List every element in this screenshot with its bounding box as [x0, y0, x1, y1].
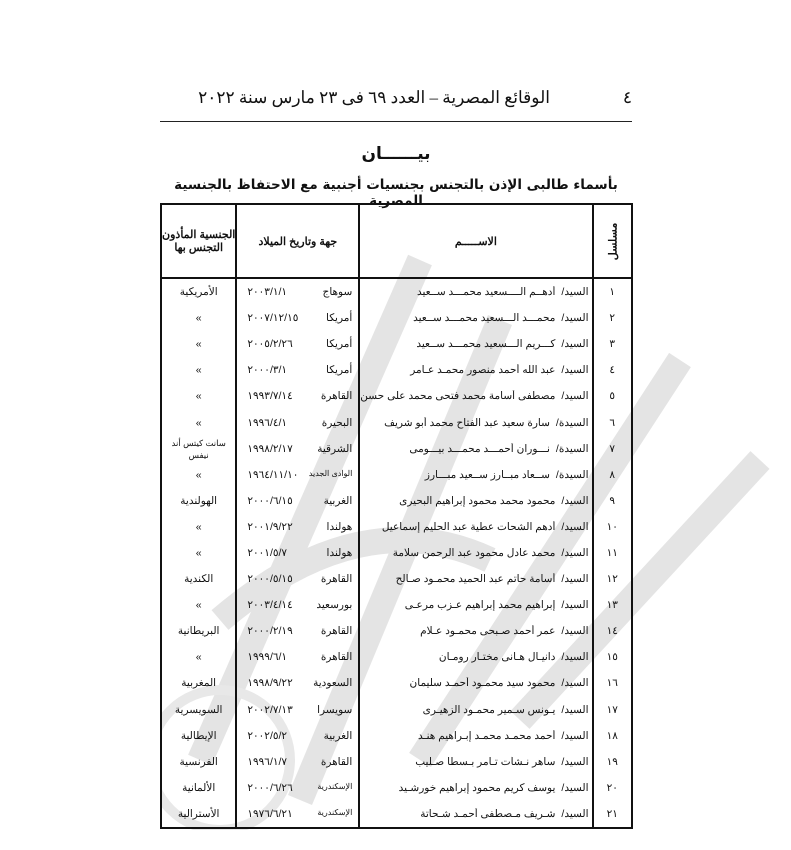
- nationality: الأمريكية: [179, 286, 218, 299]
- nationality: السويسرية: [174, 703, 223, 716]
- honorific: السيد/: [561, 286, 589, 299]
- name-cell: [359, 436, 592, 462]
- birth-date: ٢٠٠٠/٣/١: [247, 364, 288, 377]
- serial-cell: ٢١: [593, 801, 633, 828]
- serial-cell: ٢: [593, 305, 633, 331]
- birth-date: ٢٠٠١/٩/٢٢: [247, 520, 293, 533]
- nationality: الكندية: [184, 573, 214, 586]
- birth-cell: [236, 383, 359, 409]
- serial-cell: ٦: [593, 409, 633, 435]
- birth-wrap: [237, 756, 358, 768]
- birth-date: ١٩٩٨/٩/٢٢: [247, 677, 293, 690]
- nationality-cell: [161, 566, 236, 592]
- honorific: السيد/: [561, 338, 589, 351]
- birth-wrap: [237, 312, 358, 324]
- person-name: محمود محمد محمود إبراهيم البحيرى: [399, 494, 556, 507]
- table-row: [161, 383, 632, 409]
- birth-place: أمريكا: [326, 364, 353, 377]
- birth-cell: [236, 670, 359, 696]
- honorific: السيد/: [561, 364, 589, 377]
- nationality: »: [195, 416, 202, 429]
- birth-date: ٢٠٠٢/٧/١٣: [247, 703, 293, 716]
- person-name: سارة سعيد عبد الفتاح محمد أبو شريف: [384, 416, 550, 429]
- name-cell: [359, 670, 592, 696]
- name-cell: [359, 592, 592, 618]
- serial-cell: ١٧: [593, 697, 633, 723]
- nationality: »: [195, 364, 202, 377]
- nationality-cell: [161, 436, 236, 462]
- nationality-cell: [161, 749, 236, 775]
- birth-wrap: [237, 469, 358, 481]
- issue-line: الوقائع المصرية – العدد ٦٩ فى ٢٣ مارس سنة ٢٠٢٢: [198, 88, 550, 107]
- honorific: السيدة/: [555, 442, 589, 455]
- table-row: [161, 462, 632, 488]
- honorific: السيد/: [561, 703, 589, 716]
- name-cell: [359, 749, 592, 775]
- serial-cell: ١٥: [593, 644, 633, 670]
- name-cell: [359, 278, 592, 305]
- birth-date: ١٩٩٨/٢/١٧: [247, 442, 293, 455]
- table-row: [161, 723, 632, 749]
- honorific: السيد/: [561, 599, 589, 612]
- serial-cell: ٣: [593, 331, 633, 357]
- name-wrap: [360, 521, 591, 533]
- nationality: البريطانية: [177, 625, 220, 638]
- name-cell: [359, 357, 592, 383]
- birth-cell: [236, 331, 359, 357]
- birth-wrap: [237, 730, 358, 742]
- birth-date: ٢٠٠١/٥/٧: [247, 546, 288, 559]
- person-name: أدهــم الــــسعيد محمـــد ســعيد: [416, 286, 556, 299]
- serial-cell: ١٢: [593, 566, 633, 592]
- birth-wrap: [237, 677, 358, 689]
- serial-cell: ٢٠: [593, 775, 633, 801]
- honorific: السيد/: [561, 546, 589, 559]
- nationality: الألمانية: [182, 781, 216, 794]
- birth-place: الغربية: [323, 729, 353, 742]
- nationality: »: [195, 468, 202, 481]
- nationality-cell: [161, 592, 236, 618]
- serial-cell: ١٩: [593, 749, 633, 775]
- name-wrap: [360, 651, 591, 663]
- birth-date: ١٩٩٣/٧/١٤: [247, 390, 293, 403]
- birth-place: أمريكا: [326, 338, 353, 351]
- serial-cell: ٧: [593, 436, 633, 462]
- person-name: دانيـال هـانى مختـار رومـان: [438, 651, 556, 664]
- birth-wrap: [237, 443, 358, 455]
- nationality: »: [195, 599, 202, 612]
- name-wrap: [360, 808, 591, 820]
- birth-wrap: [237, 521, 358, 533]
- name-wrap: [360, 338, 591, 350]
- name-wrap: [360, 677, 591, 689]
- col-serial: مسلسل: [593, 204, 633, 278]
- birth-wrap: [237, 651, 358, 663]
- name-wrap: [360, 547, 591, 559]
- birth-place: القاهرة: [320, 390, 353, 403]
- nationality-cell: [161, 775, 236, 801]
- name-cell: [359, 305, 592, 331]
- birth-cell: [236, 278, 359, 305]
- serial-cell: ٨: [593, 462, 633, 488]
- table-row: [161, 592, 632, 618]
- name-wrap: [360, 312, 591, 324]
- document-subtitle: بأسماء طالبى الإذن بالتجنس بجنسيات أجنبية مع الاحتفاظ بالجنسية المصرية: [174, 177, 618, 209]
- birth-place: الغربية: [323, 494, 353, 507]
- nationality-cell: [161, 278, 236, 305]
- birth-wrap: [237, 338, 358, 350]
- table-row: [161, 644, 632, 670]
- honorific: السيد/: [561, 573, 589, 586]
- nationality: الهولندية: [180, 494, 218, 507]
- serial-cell: ١٨: [593, 723, 633, 749]
- birth-cell: [236, 540, 359, 566]
- person-name: ســعاد مبــارز ســعيد مبـــارز: [424, 468, 550, 481]
- birth-date: ٢٠٠٢/٥/٢: [247, 729, 288, 742]
- col-name: الاســـــم: [359, 204, 592, 278]
- nationality: »: [195, 338, 202, 351]
- document-title: بيــــــان: [361, 144, 431, 164]
- birth-cell: [236, 409, 359, 435]
- birth-date: ١٩٩٦/٤/١: [247, 416, 288, 429]
- birth-place: القاهرة: [320, 573, 353, 586]
- person-name: عبد الله أحمد منصور محمـد عـامر: [410, 364, 556, 377]
- name-wrap: [360, 756, 591, 768]
- birth-place: أمريكا: [326, 312, 353, 325]
- serial-cell: ١٠: [593, 514, 633, 540]
- birth-wrap: [237, 286, 358, 298]
- birth-place: الإسكندرية: [317, 781, 353, 791]
- person-name: يوسف كريم محمود إبراهيم خورشـيد: [398, 781, 556, 794]
- name-cell: [359, 540, 592, 566]
- nationality-cell: [161, 644, 236, 670]
- nationality-cell: [161, 409, 236, 435]
- honorific: السيد/: [561, 625, 589, 638]
- table-row: [161, 278, 632, 305]
- nationality-cell: [161, 723, 236, 749]
- birth-cell: [236, 357, 359, 383]
- birth-date: ٢٠٠٠/٦/٢٦: [247, 781, 293, 794]
- serial-cell: ١٤: [593, 618, 633, 644]
- applicants-table: [160, 203, 633, 829]
- nationality: سانت كيتس أند نيفس: [171, 437, 226, 460]
- person-name: أدهم الشحات عطية عبد الحليم إسماعيل: [381, 520, 556, 533]
- birth-date: ١٩٦٤/١١/١٠: [247, 468, 299, 481]
- name-wrap: [360, 443, 591, 455]
- person-name: ساهر نـشأت تـامر بـسطا صـليب: [415, 755, 556, 768]
- name-cell: [359, 514, 592, 540]
- birth-cell: [236, 592, 359, 618]
- name-cell: [359, 644, 592, 670]
- name-wrap: [360, 782, 591, 794]
- birth-place: السعودية: [313, 677, 353, 690]
- nationality: الإيطالية: [180, 729, 217, 742]
- birth-cell: [236, 775, 359, 801]
- honorific: السيد/: [561, 312, 589, 325]
- birth-cell: [236, 697, 359, 723]
- name-wrap: [360, 704, 591, 716]
- birth-cell: [236, 644, 359, 670]
- table-row: [161, 357, 632, 383]
- birth-wrap: [237, 364, 358, 376]
- serial-cell: ٩: [593, 488, 633, 514]
- person-name: محمد عادل محمود عبد الرحمن سلامة: [392, 546, 556, 559]
- nationality: الأسترالية: [177, 807, 220, 820]
- birth-date: ٢٠٠٠/٦/١٥: [247, 494, 293, 507]
- birth-wrap: [237, 704, 358, 716]
- nationality: الفرنسية: [179, 755, 218, 768]
- person-name: إبراهيم محمد إبراهيم عـزب مرعـى: [404, 599, 556, 612]
- honorific: السيد/: [561, 755, 589, 768]
- honorific: السيد/: [561, 677, 589, 690]
- birth-place: القاهرة: [320, 651, 353, 664]
- col-nationality: الجنسية المأذون التجنس بها: [161, 204, 236, 278]
- birth-cell: [236, 436, 359, 462]
- serial-cell: ١٦: [593, 670, 633, 696]
- nationality-cell: [161, 357, 236, 383]
- nationality-cell: [161, 331, 236, 357]
- birth-place: سوهاج: [322, 286, 353, 299]
- name-wrap: [360, 495, 591, 507]
- name-cell: [359, 488, 592, 514]
- name-wrap: [360, 599, 591, 611]
- birth-cell: [236, 723, 359, 749]
- birth-place: الشرقية: [317, 442, 353, 455]
- header-rule: [160, 121, 632, 122]
- nationality-cell: [161, 514, 236, 540]
- birth-date: ٢٠٠٠/٢/١٩: [247, 625, 293, 638]
- honorific: السيد/: [561, 781, 589, 794]
- serial-cell: ١١: [593, 540, 633, 566]
- person-name: عمر أحمد صـبحى محمـود عـلام: [420, 625, 556, 638]
- nationality-cell: [161, 618, 236, 644]
- table-row: [161, 670, 632, 696]
- person-name: يـونس سـمير محمـود الزهيـرى: [422, 703, 556, 716]
- honorific: السيد/: [561, 520, 589, 533]
- person-name: شـريف مـصطفى أحمـد شـحاتة: [420, 807, 556, 820]
- birth-place: بورسعيد: [316, 599, 353, 612]
- birth-date: ٢٠٠٥/٢/٢٦: [247, 338, 293, 351]
- birth-place: الوادى الجديد: [308, 468, 353, 478]
- name-cell: [359, 383, 592, 409]
- name-cell: [359, 618, 592, 644]
- table-row: [161, 618, 632, 644]
- name-wrap: [360, 469, 591, 481]
- birth-place: الإسكندرية: [317, 807, 353, 817]
- serial-cell: ١: [593, 278, 633, 305]
- page-number: ٤: [622, 88, 632, 107]
- birth-date: ٢٠٠٣/١/١: [247, 286, 288, 299]
- person-name: مصطفى أسامة محمد فتحى محمد على حسن: [360, 390, 556, 403]
- nationality: »: [195, 390, 202, 403]
- person-name: كـــريم الـــسعيد محمـــد ســعيد: [416, 338, 556, 351]
- name-wrap: [360, 364, 591, 376]
- birth-place: هولندا: [326, 546, 353, 559]
- person-name: محمود سيد محمـود أحمـد سليمان: [409, 677, 556, 690]
- nationality-cell: [161, 305, 236, 331]
- nationality-cell: [161, 697, 236, 723]
- name-cell: [359, 723, 592, 749]
- table-row: [161, 514, 632, 540]
- birth-cell: [236, 514, 359, 540]
- nationality-cell: [161, 462, 236, 488]
- nationality: »: [195, 312, 202, 325]
- name-cell: [359, 801, 592, 828]
- name-wrap: [360, 417, 591, 429]
- table-row: [161, 566, 632, 592]
- table-row: [161, 409, 632, 435]
- birth-wrap: [237, 808, 358, 820]
- nationality-cell: [161, 488, 236, 514]
- serial-cell: ٤: [593, 357, 633, 383]
- name-cell: [359, 409, 592, 435]
- birth-wrap: [237, 417, 358, 429]
- nationality-cell: [161, 670, 236, 696]
- person-name: نـــوران أحمـــد محمـــد بيـــومى: [409, 442, 550, 455]
- table-row: [161, 331, 632, 357]
- birth-cell: [236, 618, 359, 644]
- name-wrap: [360, 730, 591, 742]
- table-row: [161, 305, 632, 331]
- birth-cell: [236, 462, 359, 488]
- name-cell: [359, 775, 592, 801]
- name-wrap: [360, 286, 591, 298]
- birth-date: ١٩٩٩/٦/١: [247, 651, 288, 664]
- person-name: أسامة حاتم عبد الحميد محمـود صـالح: [395, 573, 556, 586]
- table-row: [161, 540, 632, 566]
- table-row: [161, 749, 632, 775]
- col-birth: جهة وتاريخ الميلاد: [236, 204, 359, 278]
- birth-place: القاهرة: [320, 755, 353, 768]
- nationality-cell: [161, 383, 236, 409]
- name-cell: [359, 566, 592, 592]
- name-wrap: [360, 390, 591, 402]
- name-cell: [359, 331, 592, 357]
- birth-date: ١٩٧٦/٦/٢١: [247, 807, 293, 820]
- honorific: السيدة/: [555, 416, 589, 429]
- nationality-cell: [161, 540, 236, 566]
- birth-cell: [236, 305, 359, 331]
- page-header: [160, 88, 632, 114]
- nationality: المغربية: [181, 677, 217, 690]
- honorific: السيد/: [561, 651, 589, 664]
- birth-cell: [236, 749, 359, 775]
- birth-wrap: [237, 573, 358, 585]
- birth-date: ٢٠٠٣/٤/١٤: [247, 599, 293, 612]
- nationality: »: [195, 546, 202, 559]
- birth-place: هولندا: [326, 520, 353, 533]
- birth-date: ١٩٩٦/١/٧: [247, 755, 288, 768]
- birth-wrap: [237, 390, 358, 402]
- table-row: [161, 801, 632, 828]
- honorific: السيدة/: [555, 468, 589, 481]
- honorific: السيد/: [561, 729, 589, 742]
- serial-cell: ١٣: [593, 592, 633, 618]
- birth-wrap: [237, 599, 358, 611]
- person-name: أحمد محمـد محمـد إبـراهيم هنـد: [418, 729, 556, 742]
- nationality: »: [195, 651, 202, 664]
- table-row: [161, 775, 632, 801]
- table-row: [161, 436, 632, 462]
- birth-cell: [236, 801, 359, 828]
- person-name: محمـــد الـــسعيد محمـــد ســعيد: [413, 312, 556, 325]
- name-wrap: [360, 573, 591, 585]
- birth-place: سويسرا: [317, 703, 353, 716]
- nationality-cell: [161, 801, 236, 828]
- birth-cell: [236, 566, 359, 592]
- serial-cell: ٥: [593, 383, 633, 409]
- table-row: [161, 488, 632, 514]
- birth-wrap: [237, 547, 358, 559]
- name-cell: [359, 462, 592, 488]
- birth-place: البحيرة: [321, 416, 353, 429]
- name-wrap: [360, 625, 591, 637]
- birth-wrap: [237, 625, 358, 637]
- birth-wrap: [237, 495, 358, 507]
- birth-date: ٢٠٠٧/١٢/١٥: [247, 312, 299, 325]
- birth-wrap: [237, 782, 358, 794]
- name-cell: [359, 697, 592, 723]
- table-header-row: [161, 204, 632, 278]
- birth-date: ٢٠٠٠/٥/١٥: [247, 573, 293, 586]
- birth-place: القاهرة: [320, 625, 353, 638]
- birth-cell: [236, 488, 359, 514]
- honorific: السيد/: [561, 494, 589, 507]
- nationality: »: [195, 520, 202, 533]
- honorific: السيد/: [561, 807, 589, 820]
- honorific: السيد/: [561, 390, 589, 403]
- table-row: [161, 697, 632, 723]
